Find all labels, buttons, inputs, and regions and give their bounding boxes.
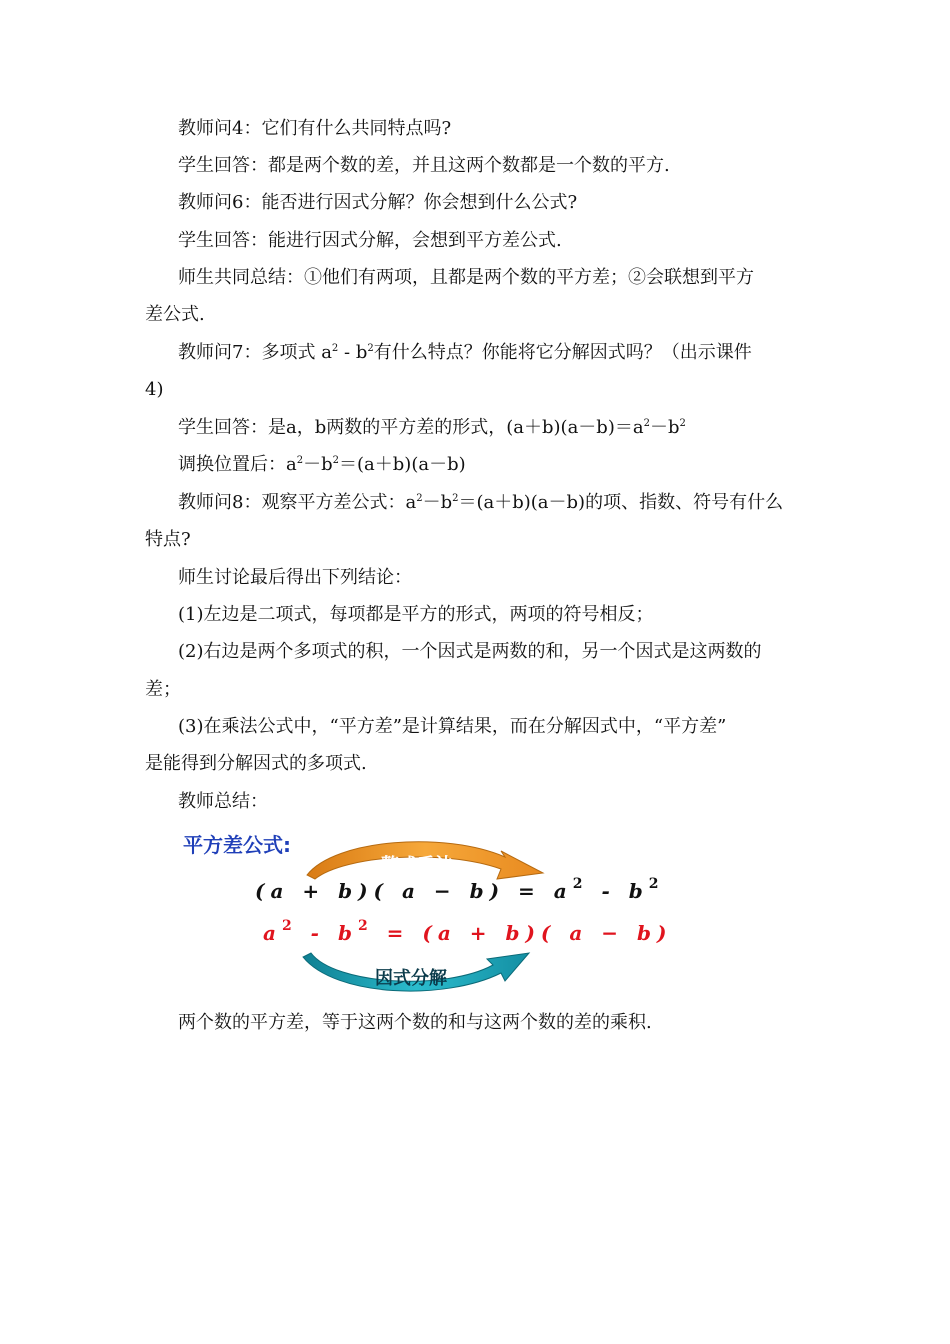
paragraph-teacher-q7-cont: 4) xyxy=(145,379,164,400)
paragraph-discussion: 师生讨论最后得出下列结论： xyxy=(178,567,412,588)
teacher-summary-heading: 教师总结： xyxy=(178,791,268,812)
equation-factorization: $a^2 - b^2 = (a + b)$( a − b) xyxy=(263,918,673,945)
conclusion-2-cont: 差； xyxy=(145,679,181,700)
paragraph-teacher-q8: 教师问8：观察平方差公式：$a^2-b^2=(a+b)(a-b)$的项、指数、符号有什么 xyxy=(178,492,784,513)
paragraph-teacher-q8-cont: 特点? xyxy=(145,529,191,550)
q7-prefix: 教师问7：多项式 xyxy=(178,342,316,363)
paragraph-summary-line1: 师生共同总结：①他们有两项，且都是两个数的平方差；②会联想到平方 xyxy=(178,267,754,288)
q7-suffix: 有什么特点？你能将它分解因式吗？（出示课件 xyxy=(373,342,752,363)
final-statement: 两个数的平方差，等于这两个数的和与这两个数的差的乘积. xyxy=(178,1012,652,1033)
bottom-arrow-label: 因式分解 xyxy=(375,968,447,989)
paragraph-summary-line2: 差公式. xyxy=(145,304,205,325)
conclusion-3: (3)在乘法公式中，“平方差”是计算结果，而在分解因式中，“平方差” xyxy=(178,716,727,737)
difference-of-squares-figure xyxy=(175,825,673,1000)
conclusion-2: (2)右边是两个多项式的积，一个因式是两数的和，另一个因式是这两数的 xyxy=(178,641,762,662)
paragraph-student-answer-2: 学生回答：能进行因式分解，会想到平方差公式. xyxy=(178,230,562,251)
conclusion-1: (1)左边是二项式，每项都是平方的形式，两项的符号相反； xyxy=(178,604,654,625)
paragraph-teacher-q6: 教师问6：能否进行因式分解？你会想到什么公式? xyxy=(178,192,578,213)
paragraph-teacher-q7 xyxy=(178,341,838,365)
q7-math: $a^2 - b^2$ xyxy=(321,342,374,363)
paragraph-swap: 调换位置后：$a^2-b^2=(a+b)(a-b)$ xyxy=(178,454,466,475)
top-arrow-label: 整式乘法 xyxy=(381,855,453,876)
paragraph-teacher-q4: 教师问4：它们有什么共同特点吗? xyxy=(178,118,452,139)
figure-title: 平方差公式: xyxy=(183,833,291,857)
paragraph-student-answer-3: 学生回答：是a，b两数的平方差的形式，$(a+b)(a-b)=a^2-b^2$ xyxy=(178,417,686,438)
equation-multiplication: (a + b)( $a - b) = a^2 - b^2$ xyxy=(255,876,665,903)
paragraph-student-answer-1: 学生回答：都是两个数的差，并且这两个数都是一个数的平方. xyxy=(178,155,670,176)
conclusion-3-cont: 是能得到分解因式的多项式. xyxy=(145,753,367,774)
